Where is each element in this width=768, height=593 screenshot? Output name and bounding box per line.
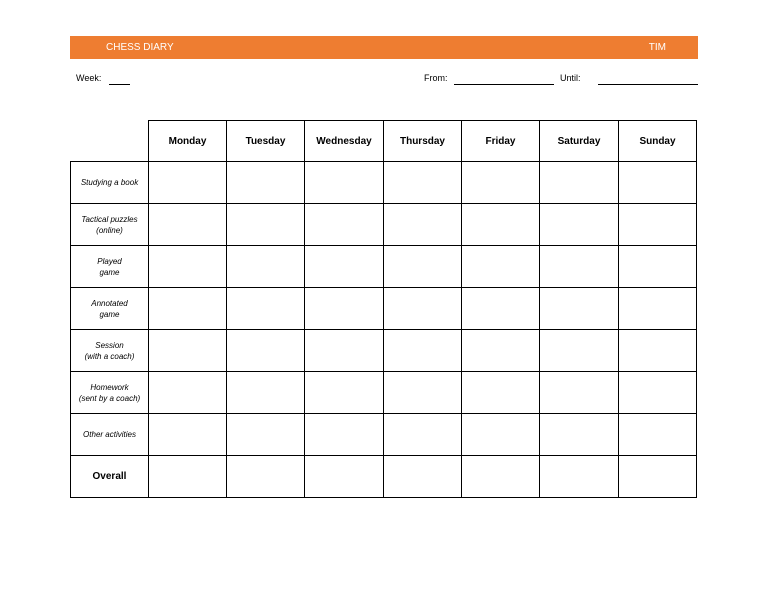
corner-cell	[71, 121, 149, 162]
entry-cell-saturday[interactable]	[540, 330, 619, 372]
entry-cell-saturday[interactable]	[540, 372, 619, 414]
entry-cell-monday[interactable]	[149, 288, 227, 330]
week-field[interactable]	[109, 84, 130, 85]
activity-label: Homework (sent by a coach)	[71, 372, 149, 414]
entry-cell-wednesday[interactable]	[305, 246, 384, 288]
entry-cell-saturday[interactable]	[540, 246, 619, 288]
entry-cell-sunday[interactable]	[619, 330, 697, 372]
activity-row	[71, 372, 697, 414]
day-header-sunday: Sunday	[619, 121, 697, 162]
entry-cell-friday[interactable]	[462, 288, 540, 330]
entry-cell-wednesday[interactable]	[305, 456, 384, 498]
entry-cell-monday[interactable]	[149, 246, 227, 288]
until-field[interactable]	[598, 84, 698, 85]
entry-cell-sunday[interactable]	[619, 372, 697, 414]
player-name: TIM	[648, 42, 666, 53]
activity-label: Tactical puzzles (online)	[71, 204, 149, 246]
entry-cell-thursday[interactable]	[384, 288, 462, 330]
entry-cell-thursday[interactable]	[384, 246, 462, 288]
activity-row	[71, 456, 697, 498]
day-header-monday: Monday	[149, 121, 227, 162]
entry-cell-tuesday[interactable]	[227, 456, 305, 498]
entry-cell-thursday[interactable]	[384, 330, 462, 372]
entry-cell-tuesday[interactable]	[227, 330, 305, 372]
entry-cell-saturday[interactable]	[540, 456, 619, 498]
entry-cell-friday[interactable]	[462, 204, 540, 246]
entry-cell-saturday[interactable]	[540, 162, 619, 204]
activity-row	[71, 288, 697, 330]
until-label: Until:	[560, 73, 581, 83]
entry-cell-monday[interactable]	[149, 162, 227, 204]
entry-cell-wednesday[interactable]	[305, 372, 384, 414]
entry-cell-sunday[interactable]	[619, 414, 697, 456]
entry-cell-tuesday[interactable]	[227, 246, 305, 288]
week-label: Week:	[76, 73, 102, 83]
entry-cell-friday[interactable]	[462, 372, 540, 414]
activity-row	[71, 414, 697, 456]
entry-cell-friday[interactable]	[462, 414, 540, 456]
day-header-friday: Friday	[462, 121, 540, 162]
entry-cell-friday[interactable]	[462, 330, 540, 372]
entry-cell-tuesday[interactable]	[227, 288, 305, 330]
entry-cell-tuesday[interactable]	[227, 372, 305, 414]
entry-cell-thursday[interactable]	[384, 414, 462, 456]
diary-table	[70, 120, 697, 498]
entry-cell-wednesday[interactable]	[305, 204, 384, 246]
entry-cell-thursday[interactable]	[384, 204, 462, 246]
activity-label: Other activities	[71, 414, 149, 456]
entry-cell-sunday[interactable]	[619, 246, 697, 288]
entry-cell-saturday[interactable]	[540, 288, 619, 330]
activity-label: Played game	[71, 246, 149, 288]
entry-cell-friday[interactable]	[462, 456, 540, 498]
entry-cell-wednesday[interactable]	[305, 288, 384, 330]
entry-cell-tuesday[interactable]	[227, 414, 305, 456]
day-header-thursday: Thursday	[384, 121, 462, 162]
activity-row	[71, 246, 697, 288]
entry-cell-sunday[interactable]	[619, 456, 697, 498]
entry-cell-thursday[interactable]	[384, 456, 462, 498]
entry-cell-monday[interactable]	[149, 330, 227, 372]
activity-label: Studying a book	[71, 162, 149, 204]
from-field[interactable]	[454, 84, 554, 85]
entry-cell-wednesday[interactable]	[305, 330, 384, 372]
entry-cell-tuesday[interactable]	[227, 204, 305, 246]
activity-label: Annotated game	[71, 288, 149, 330]
entry-cell-sunday[interactable]	[619, 288, 697, 330]
entry-cell-tuesday[interactable]	[227, 162, 305, 204]
activity-row	[71, 330, 697, 372]
day-header-row	[71, 121, 697, 162]
entry-cell-friday[interactable]	[462, 162, 540, 204]
day-header-tuesday: Tuesday	[227, 121, 305, 162]
activity-label: Session (with a coach)	[71, 330, 149, 372]
from-label: From:	[424, 73, 448, 83]
diary-title: CHESS DIARY	[106, 42, 174, 53]
entry-cell-sunday[interactable]	[619, 204, 697, 246]
entry-cell-friday[interactable]	[462, 246, 540, 288]
entry-cell-monday[interactable]	[149, 372, 227, 414]
overall-label: Overall	[71, 456, 149, 498]
day-header-wednesday: Wednesday	[305, 121, 384, 162]
entry-cell-monday[interactable]	[149, 456, 227, 498]
header-bar	[70, 36, 698, 59]
day-header-saturday: Saturday	[540, 121, 619, 162]
entry-cell-thursday[interactable]	[384, 372, 462, 414]
entry-cell-saturday[interactable]	[540, 204, 619, 246]
entry-cell-monday[interactable]	[149, 414, 227, 456]
entry-cell-sunday[interactable]	[619, 162, 697, 204]
entry-cell-saturday[interactable]	[540, 414, 619, 456]
activity-row	[71, 162, 697, 204]
activity-row	[71, 204, 697, 246]
entry-cell-monday[interactable]	[149, 204, 227, 246]
entry-cell-thursday[interactable]	[384, 162, 462, 204]
entry-cell-wednesday[interactable]	[305, 162, 384, 204]
entry-cell-wednesday[interactable]	[305, 414, 384, 456]
